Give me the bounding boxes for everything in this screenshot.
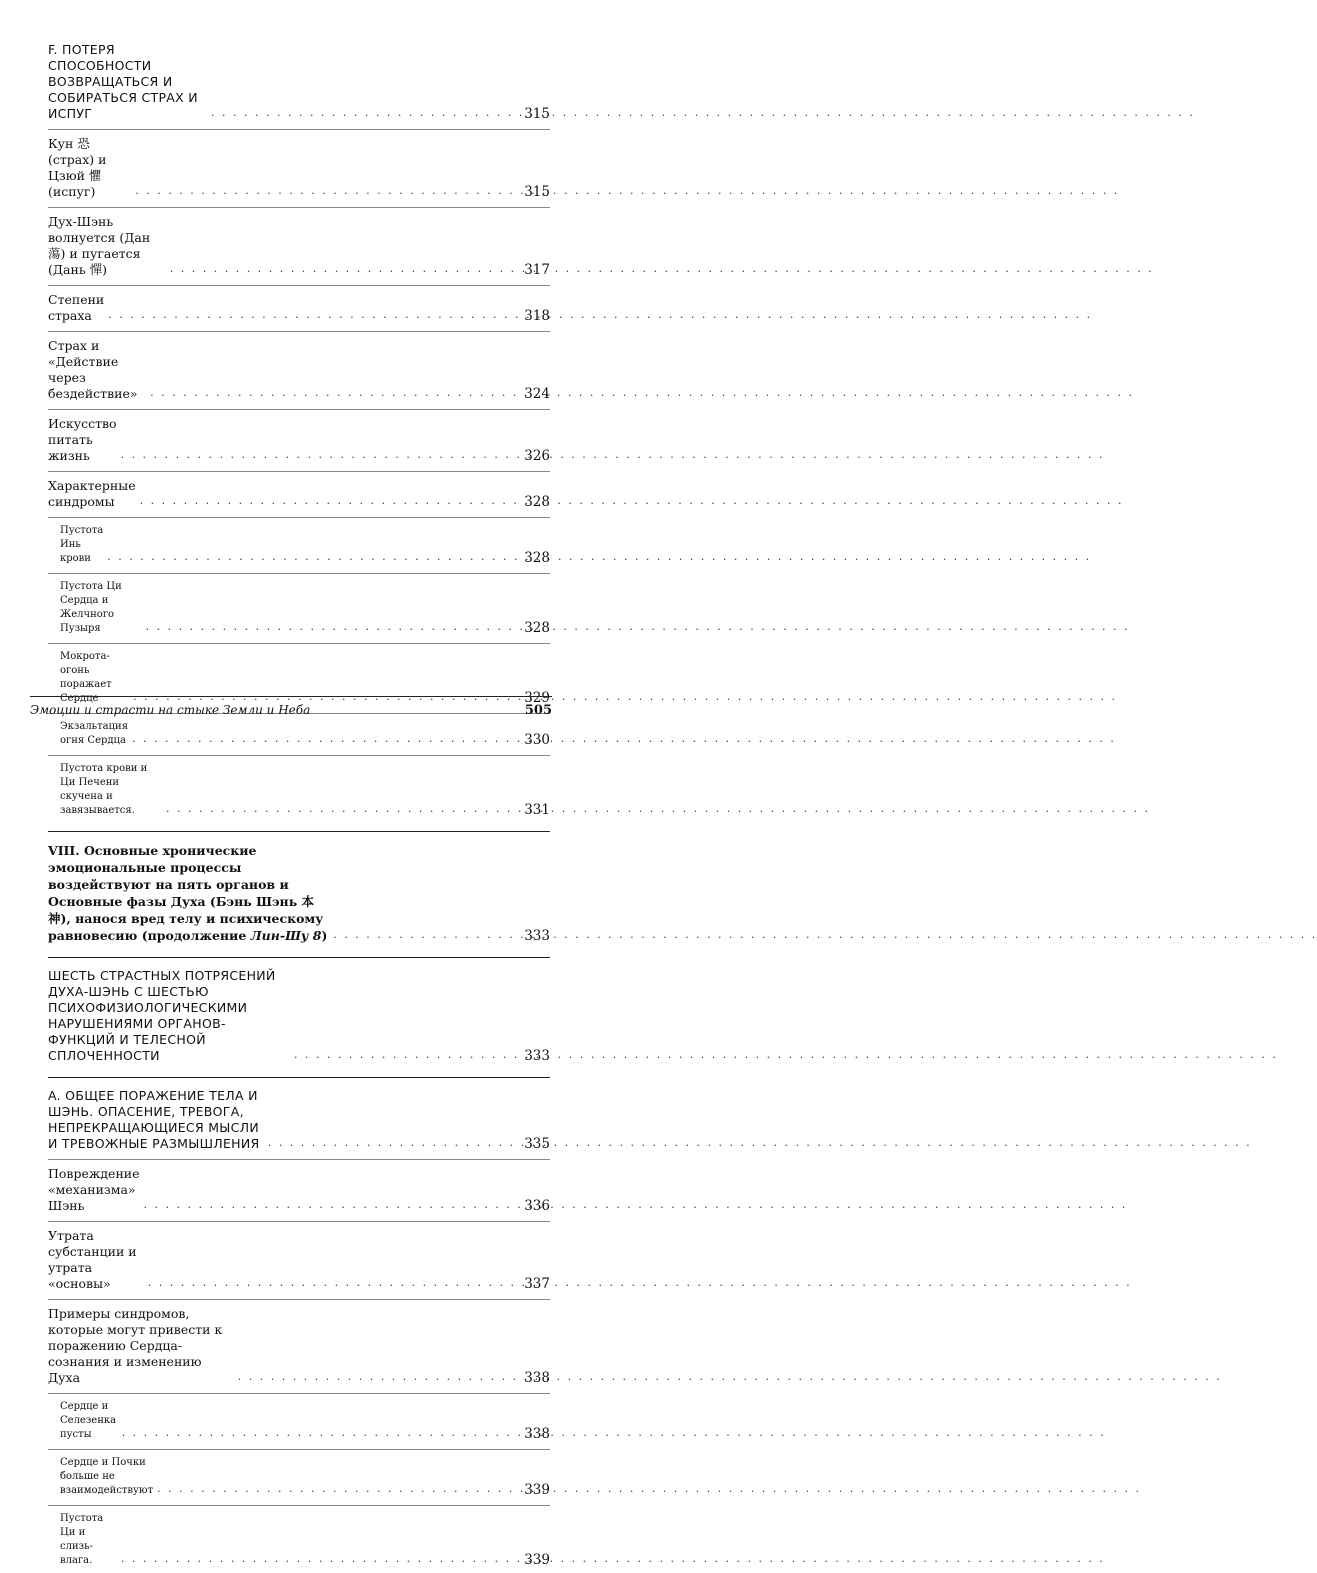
toc-entry-title: Кун 恐 (страх) и Цзюй 懼 (испуг) [48, 136, 107, 199]
dot-leader [150, 387, 520, 398]
toc-entry-title: Пустота Ци Сердца и Желчного Пузыря [60, 581, 122, 634]
divider [48, 331, 550, 332]
toc-page-number: 317 [524, 262, 550, 278]
toc-entry[interactable] [48, 1162, 550, 1219]
dot-leader [148, 1277, 520, 1288]
toc-entry[interactable] [48, 520, 550, 571]
divider [48, 285, 550, 286]
toc-entry[interactable] [48, 758, 550, 823]
dot-leader [333, 929, 520, 940]
toc-entry-title: ШЕСТЬ СТРАСТНЫХ ПОТРЯСЕНИЙ ДУХА-ШЭНЬ С ШЕСТЬЮ ПСИХОФИЗИОЛОГИЧЕСКИМИ НАРУШЕНИЯМИ ОРГАНОВ-ФУНКЦИЙ И ТЕЛЕСНОЙ СПЛОЧЕННОСТИ [48, 968, 276, 1063]
toc-page-number: 339 [524, 1482, 550, 1498]
divider [48, 1393, 550, 1394]
toc-page-number: 339 [524, 1552, 550, 1568]
page-number: 505 [524, 703, 552, 718]
divider [48, 409, 550, 410]
divider [48, 129, 550, 130]
page-footer [30, 696, 552, 718]
dot-leader [157, 1483, 520, 1494]
dot-leader [211, 107, 520, 118]
toc-page-number: 338 [524, 1426, 550, 1442]
toc-page-number: 329 [524, 690, 550, 706]
toc-entry[interactable] [48, 1084, 550, 1157]
toc-entry-title: Повреждение «механизма» Шэнь [48, 1166, 140, 1213]
toc-entry[interactable] [48, 1452, 550, 1503]
toc-entry[interactable] [48, 838, 550, 949]
toc-page-number: 315 [524, 106, 550, 122]
dot-leader [108, 309, 520, 320]
toc-page-number: 315 [524, 184, 550, 200]
divider [48, 1221, 550, 1222]
toc-entry[interactable] [48, 474, 550, 515]
dot-leader [132, 733, 520, 744]
toc-entry-title: Примеры синдромов, которые могут привести к поражению Сердца-сознания и изменению Духа [48, 1306, 223, 1385]
toc-page-number: 328 [524, 620, 550, 636]
toc-entry[interactable] [48, 716, 550, 753]
toc-entry-title: Дух-Шэнь волнуется (Дан 蕩) и пугается (Дань 憚) [48, 214, 151, 277]
dot-leader [268, 1137, 520, 1148]
toc-entry-title: Пустота крови и Ци Печени скучена и завязывается. [60, 763, 148, 816]
divider [48, 1505, 550, 1506]
running-title: Эмоции и страсти на стыке Земли и Неба [30, 703, 311, 717]
toc-entry[interactable] [48, 132, 550, 205]
dot-leader [140, 495, 521, 506]
toc-entry[interactable] [48, 288, 550, 329]
toc-entry[interactable] [48, 1224, 550, 1297]
toc-entry-title: Пустота Ци и слизь-влага. [60, 1513, 104, 1566]
divider [48, 471, 550, 472]
toc-entry-title: Страх и «Действие через бездействие» [48, 338, 138, 401]
toc-entry-title: Пустота Инь крови [60, 525, 104, 564]
toc-page-number: 336 [524, 1198, 550, 1214]
table-of-contents [48, 38, 550, 1573]
divider [48, 755, 550, 756]
toc-page-number: 324 [524, 386, 550, 402]
dot-leader [166, 803, 520, 814]
toc-page-number: 333 [524, 1048, 550, 1064]
toc-page-number: 318 [524, 308, 550, 324]
toc-page-number: 330 [524, 732, 550, 748]
toc-entry[interactable] [48, 412, 550, 469]
divider [48, 207, 550, 208]
toc-entry[interactable] [48, 334, 550, 407]
dot-leader [170, 263, 520, 274]
toc-page-number: 331 [524, 802, 550, 818]
toc-entry-title: Искусство питать жизнь [48, 416, 117, 463]
divider [48, 517, 550, 518]
toc-entry[interactable] [48, 1302, 550, 1391]
dot-leader [121, 1553, 520, 1564]
dot-leader [121, 449, 521, 460]
toc-page-number: 333 [524, 928, 550, 944]
divider [48, 1449, 550, 1450]
section-divider [48, 831, 550, 832]
section-divider [48, 957, 550, 958]
toc-page-number: 328 [524, 494, 550, 510]
toc-page-number: 338 [524, 1370, 550, 1386]
dot-leader [144, 1199, 521, 1210]
toc-page-number: 328 [524, 550, 550, 566]
toc-entry[interactable] [48, 1396, 550, 1447]
toc-page-number: 337 [524, 1276, 550, 1292]
toc-entry[interactable] [48, 38, 550, 127]
dot-leader [238, 1371, 520, 1382]
dot-leader [146, 621, 521, 632]
dot-leader [135, 185, 520, 196]
toc-entry-title: Степени страха [48, 292, 105, 323]
toc-entry[interactable] [48, 576, 550, 641]
dot-leader [294, 1049, 520, 1060]
toc-entry-title: Экзальтация огня Сердца [60, 721, 129, 746]
toc-entry-title: A. ОБЩЕЕ ПОРАЖЕНИЕ ТЕЛА И ШЭНЬ. ОПАСЕНИЕ, ТРЕВОГА, НЕПРЕКРАЩАЮЩИЕСЯ МЫСЛИ И ТРЕВОЖНЫЕ РАЗМЫШЛЕНИЯ [48, 1088, 260, 1151]
toc-entry[interactable] [48, 964, 550, 1069]
toc-entry-title: F. ПОТЕРЯ СПОСОБНОСТИ ВОЗВРАЩАТЬСЯ И СОБИРАТЬСЯ СТРАХ И ИСПУГ [48, 42, 198, 121]
toc-entry-title: Характерные синдромы [48, 478, 136, 509]
toc-page-number: 335 [524, 1136, 550, 1152]
toc-entry-title: Мокрота-огонь поражает Сердце [60, 651, 112, 704]
section-divider [48, 1077, 550, 1078]
toc-entry-title: Утрата субстанции и утрата «основы» [48, 1228, 137, 1291]
divider [48, 1299, 550, 1300]
toc-page-number: 326 [524, 448, 550, 464]
dot-leader [122, 1427, 521, 1438]
toc-entry-title: VIII. Основные хронические эмоциональные процессы воздействуют на пять органов и Основные фазы Духа (Бэнь Шэнь 本神), нанося вред телу и психическому равновесию (продолжение Лин-Шу 8) [48, 843, 328, 943]
toc-entry[interactable] [48, 1508, 550, 1573]
toc-entry-title: Сердце и Почки больше не взаимодействуют [60, 1457, 154, 1496]
divider [48, 643, 550, 644]
divider [48, 573, 550, 574]
dot-leader [107, 551, 520, 562]
toc-entry-title: Сердце и Селезенка пусты [60, 1401, 117, 1440]
toc-entry[interactable] [48, 210, 550, 283]
divider [48, 1159, 550, 1160]
